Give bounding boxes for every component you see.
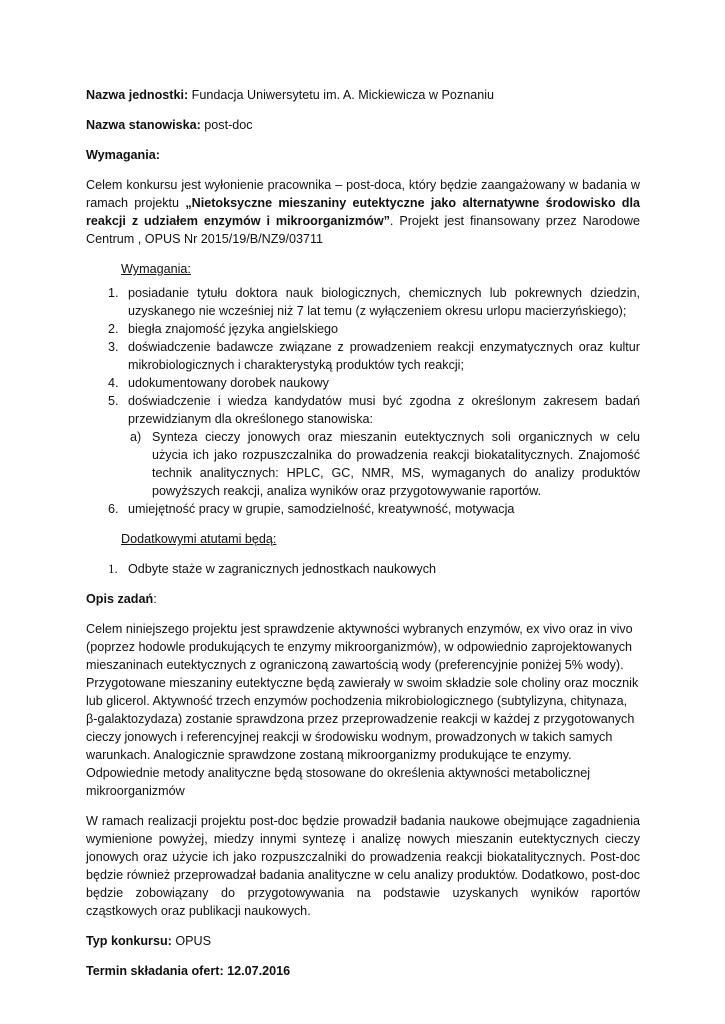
tasks-paragraph-2: W ramach realizacji projektu post-doc będzie prowadził badania naukowe obejmujące zagadnienia wymienione powyżej, miedzy innymi syntezę i analizę nowych mieszanin eutektycznych cieczy jonowych oraz użycie ich jako rozpuszczalniki do prowadzenia reakcji biokatalitycznych. Post-doc będzie również przeprowadzał badania analityczne w celu analizy produktów. Dodatkowo, post-doc będzie zobowiązany do przygotowywania na podstawie uzyskanych wyników raportów cząstkowych oraz publikacji naukowych. bbox=[86, 814, 640, 918]
list-item: 6. umiejętność pracy w grupie, samodzielność, kreatywność, motywacja bbox=[108, 502, 515, 516]
list-item: 1. Odbyte staże w zagranicznych jednostkach naukowych bbox=[108, 561, 437, 576]
position-value: post-doc bbox=[200, 118, 253, 132]
unit-value: Fundacja Uniwersytetu im. A. Mickiewicza w Poznaniu bbox=[188, 88, 495, 102]
requirements-subheading: Wymagania: bbox=[121, 262, 191, 276]
document-body bbox=[86, 86, 640, 980]
position-label: Nazwa stanowiska: bbox=[86, 118, 201, 132]
tasks-colon: : bbox=[153, 592, 157, 606]
list-item: 4. udokumentowany dorobek naukowy bbox=[108, 376, 329, 390]
project-title: „Nietoksyczne mieszaniny eutektyczne jako alternatywne środowisko dla reakcji z udziałem enzymów i mikroorganizmów” bbox=[86, 196, 640, 228]
tasks-heading-line bbox=[86, 590, 640, 608]
requirements-heading-bold: Wymagania: bbox=[86, 148, 160, 162]
intro-post: . Projekt jest finansowany przez Narodowe Centrum , OPUS Nr 2015/19/B/NZ9/03711 bbox=[86, 214, 640, 246]
extras-list bbox=[86, 560, 640, 578]
list-item: 2. biegła znajomość języka angielskiego bbox=[108, 322, 339, 336]
tasks-heading: Opis zadań bbox=[86, 592, 154, 606]
unit-line bbox=[86, 86, 640, 104]
type-label: Typ konkursu: bbox=[86, 934, 172, 948]
unit-label: Nazwa jednostki: bbox=[86, 88, 189, 102]
deadline-line: Termin składania ofert: 12.07.2016 bbox=[86, 964, 291, 978]
list-item: 3. doświadczenie badawcze związane z prowadzeniem reakcji enzymatycznych oraz kultur mikrobiologicznych i charakterystyką produktów tych reakcji; bbox=[108, 340, 640, 372]
list-item: 1. posiadanie tytułu doktora nauk biologicznych, chemicznych lub pokrewnych dziedzin, uzyskanego nie wcześniej niż 7 lat temu (z wyłączeniem okresu urlopu macierzyńskiego); bbox=[108, 286, 640, 318]
extras-heading: Dodatkowymi atutami będą: bbox=[121, 532, 277, 546]
intro-paragraph bbox=[86, 176, 640, 248]
type-value: OPUS bbox=[171, 934, 212, 948]
intro-pre: Celem konkursu jest wyłonienie pracownika – post-doca, który będzie zaangażowany w badania w ramach projektu bbox=[86, 178, 640, 210]
position-line bbox=[86, 116, 640, 134]
sub-list-item: a) Synteza cieczy jonowych oraz mieszanin eutektycznych soli organicznych w celu użycia ich jako rozpuszczalnika do prowadzenia reakcji biokatalitycznych. Znajomość technik analitycznych: HPLC, GC, NMR, MS, wymaganych do analizy produktów powyższych reakcji, analiza wyników oraz przygotowywanie raportów. bbox=[130, 430, 640, 498]
tasks-paragraph-1: Celem niniejszego projektu jest sprawdzenie aktywności wybranych enzymów, ex vivo oraz in vivo (poprzez hodowle produkujących te enzymy mikroorganizmów), w odpowiednio zaprojektowanych mieszaninach eutektycznych z ograniczoną zawartością wody (preferencyjnie poniżej 5% wody). Przygotowane mieszaniny eutektyczne będą zawierały w swoim składzie sole choliny oraz mocznik lub glicerol. Aktywność trzech enzymów pochodzenia mikrobiologicznego (subtylizyna, chitynaza, β-galaktozydaza) zostanie sprawdzona przez przeprowadzenie reakcji w każdej z przygotowanych cieczy jonowych i referencyjnej reakcji w środowisku wodnym, prowadzonych w takich samych warunkach. Analogicznie sprawdzone zostaną mikroorganizmy produkujące te enzymy. Odpowiednie metody analityczne będą stosowane do określenia aktywności metabolicznej mikroorganizmów bbox=[86, 622, 639, 798]
type-line bbox=[86, 932, 640, 950]
list-item: 5. doświadczenie i wiedza kandydatów musi być zgodna z określonym zakresem badań przewidzianym dla określonego stanowiska: bbox=[108, 394, 640, 426]
requirements-list bbox=[86, 284, 640, 518]
